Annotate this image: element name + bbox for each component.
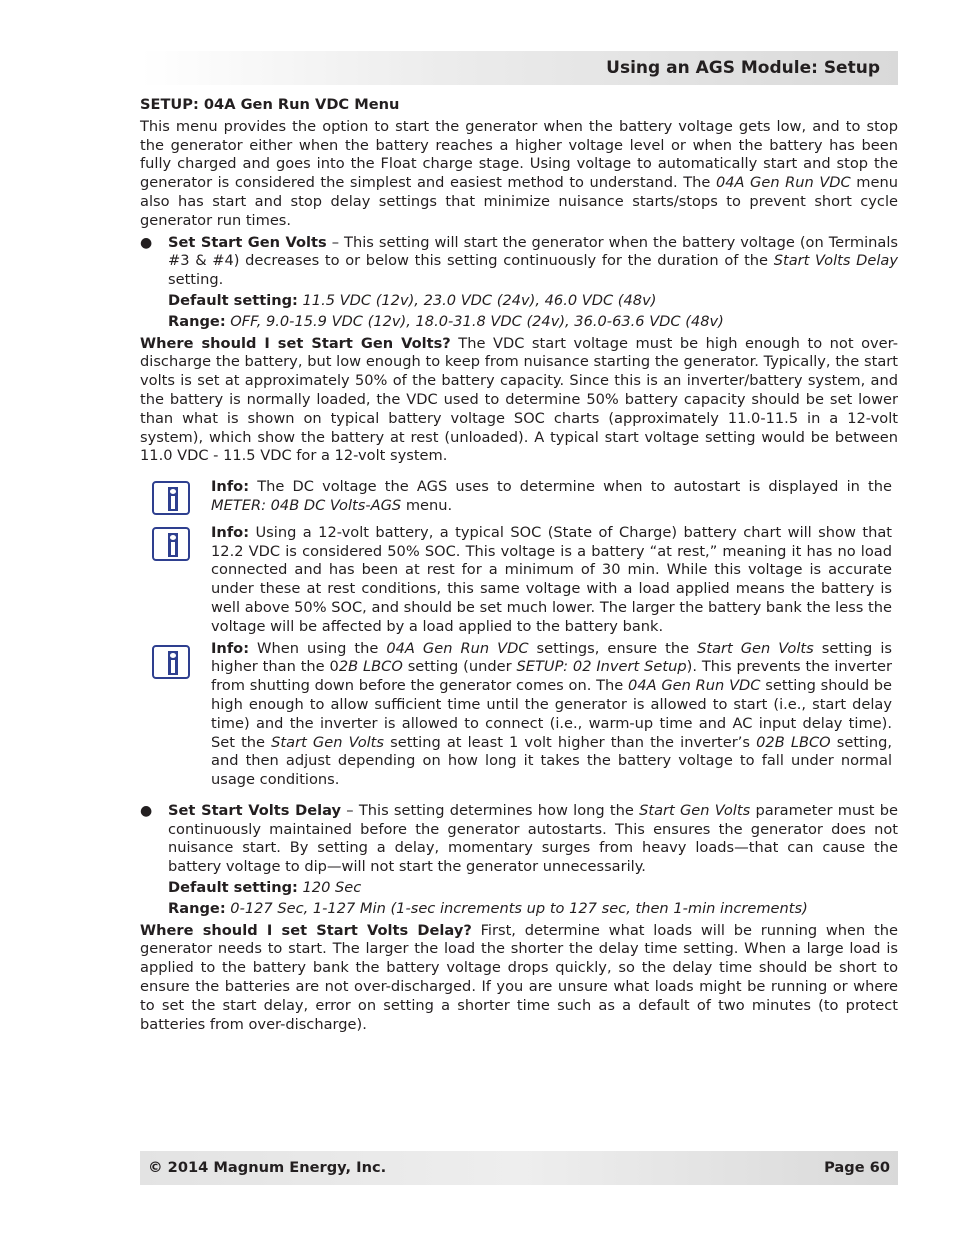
info-text — [211, 524, 892, 637]
default-setting-line — [140, 292, 898, 311]
info-ref: 2B LBCO — [338, 658, 403, 676]
bullet-desc-end: parameter must be continuously maintained before the generator autostarts. This ensures the generator does not nuisance start. By setting a delay, momentary surges from heavy loads—that can cause the battery voltage to dip—will not start the generator unnecessarily. — [168, 801, 899, 876]
info-text-part: setting should be high enough to allow sufficient time until the generator is allowed to start (i.e., start delay time) and the inverter is allowed to connect (i.e., warm-up time and AC input delay time). Set the — [211, 677, 892, 751]
range-value: 0-127 Sec, 1-127 Min (1-sec increments up to 127 sec, then 1-min increments) — [230, 899, 808, 917]
intro-text: This menu provides the option to start the generator when the battery voltage gets low, and to stop the generator either when the battery reaches a higher voltage level or when the battery has been fully charged and goes into the Float charge stage. Using voltage to automatically start and stop the generator is considered the simplest and easiest method to understand. The — [140, 117, 898, 192]
info-ref: METER: 04B DC Volts-AGS — [211, 496, 402, 514]
bullet-text — [168, 802, 898, 877]
info-text — [211, 640, 892, 790]
bullet-label: Set Start Volts Delay — [168, 801, 342, 819]
info-label: Info: — [211, 523, 250, 541]
range-value: OFF, 9.0-15.9 VDC (12v), 18.0-31.8 VDC (24v), 36.0-63.6 VDC (48v) — [230, 312, 724, 330]
default-value: 120 Sec — [302, 879, 362, 897]
range-line — [140, 313, 898, 332]
info-text-part: setting at least 1 volt higher than the inverter’s — [384, 733, 757, 751]
info-ref: Start Gen Volts — [271, 733, 385, 751]
info-label: Info: — [211, 639, 250, 657]
intro-menu-ref: 04A Gen Run VDC — [715, 174, 851, 192]
page-header-title: Using an AGS Module: Setup — [606, 58, 880, 78]
section-title: SETUP: 04A Gen Run VDC Menu — [140, 96, 400, 113]
info-desc: Using a 12-volt battery, a typical SOC (State of Charge) battery chart will show that 12.2 VDC is considered 50% SOC. This voltage is a battery “at rest,” meaning it has no load connected and has been at rest for a minimum of 30 min. While this voltage is accurate under these at rest conditions, this same voltage with a load applied means the battery is well above 50% SOC, and should be set much lower. The larger the battery bank the less the voltage will be affected by a load applied to the battery bank. — [211, 523, 892, 635]
bullet-ref: Start Gen Volts — [639, 801, 751, 819]
bullet-start-volts-delay — [140, 802, 898, 877]
default-setting-line — [140, 879, 898, 898]
default-label: Default setting: — [168, 879, 298, 897]
info-label: Info: — [211, 478, 250, 496]
page-header — [140, 51, 898, 85]
info-desc-end: menu. — [401, 496, 453, 514]
info-text-part: ). This prevents the inverter from shutting down before the generator comes on. The — [211, 658, 892, 695]
info-ref: 04A Gen Run VDC — [386, 639, 529, 657]
info-text-part: settings, ensure the — [528, 639, 698, 657]
info-ref: 04A Gen Run VDC — [628, 677, 761, 695]
info-text — [211, 478, 892, 516]
bullet-dot: ● — [140, 802, 153, 819]
footer-copyright: © 2014 Magnum Energy, Inc. — [148, 1159, 387, 1176]
question-answer: First, determine what loads will be running when the generator needs to start. The larger the load the shorter the delay time setting. When a large load is applied to the battery bank the battery voltage drops quickly, so the delay time should be short to ensure the batteries are not over-discharged. If you are unsure what loads might be running or where to set the start delay, error on setting a shorter time such as a default of two minutes (to protect batteries from over-discharge). — [140, 921, 898, 1033]
info-ref: 02B LBCO — [756, 733, 831, 751]
question-label: Where should I set Start Gen Volts? — [140, 334, 451, 352]
info-note-2 — [140, 524, 892, 637]
page-content — [140, 96, 898, 1034]
bullet-text — [168, 234, 898, 290]
question-start-volts-delay — [140, 922, 898, 1035]
info-icon — [152, 481, 190, 515]
range-label: Range: — [168, 899, 226, 917]
range-label: Range: — [168, 312, 226, 330]
question-answer: The VDC start voltage must be high enough to not over-discharge the battery, but low enough to keep from nuisance starting the generator. Typically, the start volts is set at approximately 50% of the battery capacity. Since this is an inverter/battery system, and the battery is normally loaded, the VDC used to determine 50% battery capacity should be set lower than what is shown on typical battery voltage SOC charts (approximately 11.0-11.5 in a 12-volt system), which show the battery at rest (unloaded). A typical start voltage setting would be between 11.0 VDC - 11.5 VDC for a 12-volt system. — [140, 334, 898, 465]
page-footer — [140, 1151, 898, 1185]
bullet-desc: – This setting determines how long the — [341, 801, 640, 819]
default-label: Default setting: — [168, 291, 298, 309]
info-ref: SETUP: 02 Invert Setup — [516, 658, 687, 676]
question-start-gen-volts — [140, 335, 898, 467]
bullet-ref: Start Volts Delay — [773, 252, 898, 270]
default-value: 11.5 VDC (12v), 23.0 VDC (24v), 46.0 VDC (48v) — [302, 291, 657, 309]
info-note-3 — [140, 640, 892, 790]
info-text-part: When using the — [249, 639, 387, 657]
bullet-start-gen-volts — [140, 234, 898, 290]
info-note-1 — [140, 478, 892, 516]
bullet-label: Set Start Gen Volts — [168, 233, 327, 251]
info-ref: Start Gen Volts — [697, 639, 814, 657]
question-label: Where should I set Start Volts Delay? — [140, 921, 472, 939]
info-icon — [152, 527, 190, 561]
info-text-part: setting (under — [402, 658, 517, 676]
bullet-desc-end: setting. — [168, 271, 224, 289]
bullet-desc: – This setting will start the generator when the battery voltage (on Terminals #3 & #4) decreases to or below this setting continuously for the duration of the — [168, 233, 898, 270]
bullet-dot: ● — [140, 234, 153, 251]
range-line — [140, 900, 898, 919]
info-text-part: setting is higher than the 0 — [211, 639, 892, 676]
info-text-part: setting, and then adjust depending on how long it takes the battery voltage to fall under normal usage conditions. — [211, 733, 892, 789]
intro-paragraph — [140, 118, 898, 231]
intro-text-end: menu also has start and stop delay settings that minimize nuisance starts/stops to prevent short cycle generator run times. — [140, 174, 898, 229]
footer-page-number: Page 60 — [824, 1159, 890, 1176]
info-icon — [152, 645, 190, 679]
info-desc: The DC voltage the AGS uses to determine when to autostart is displayed in the — [249, 478, 892, 496]
